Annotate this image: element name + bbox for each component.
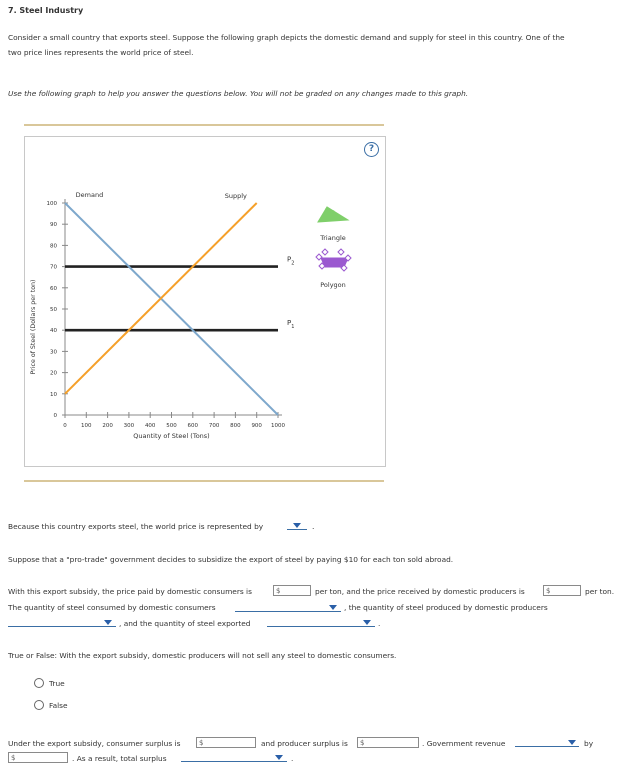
government-revenue-dropdown[interactable] bbox=[515, 737, 579, 747]
dropdown-caret-icon bbox=[363, 620, 371, 625]
y-tick-label: 30 bbox=[50, 349, 57, 356]
consumer-surplus-input[interactable] bbox=[196, 737, 256, 748]
currency-symbol: $ bbox=[276, 587, 281, 595]
dropdown-caret-icon bbox=[275, 755, 283, 760]
polygon-tool-label: Polygon bbox=[320, 281, 346, 289]
q3-text-5: , the quantity of steel produced by domestic producers bbox=[344, 603, 548, 612]
y-tick-label: 20 bbox=[50, 370, 57, 377]
q3-text-6: , and the quantity of steel exported bbox=[119, 619, 251, 628]
y-tick-label: 100 bbox=[46, 201, 57, 207]
y-tick-label: 50 bbox=[50, 307, 57, 313]
supply-label: Supply bbox=[224, 192, 247, 200]
x-tick-label: 800 bbox=[230, 423, 241, 429]
triangle-tool-icon bbox=[318, 207, 348, 222]
price-line-label-1: $P_1$ bbox=[287, 319, 295, 331]
y-tick-label: 60 bbox=[50, 285, 57, 292]
dropdown-caret-icon bbox=[329, 605, 337, 610]
polygon-vertex-icon bbox=[322, 249, 328, 255]
dropdown-caret-icon bbox=[104, 620, 112, 625]
q3-text-1: With this export subsidy, the price paid by domestic consumers is bbox=[8, 587, 252, 596]
y-axis-label: Price of Steel (Dollars per ton) bbox=[30, 279, 37, 375]
quantity-exported-dropdown[interactable] bbox=[267, 617, 375, 627]
x-tick-label: 400 bbox=[144, 423, 156, 429]
quantity-consumed-dropdown[interactable] bbox=[235, 602, 341, 612]
q1-row bbox=[8, 522, 263, 531]
radio-true[interactable] bbox=[34, 678, 44, 688]
true-false-question: True or False: With the export subsidy, domestic producers will not sell any steel to domestic consumers. bbox=[8, 651, 397, 660]
q5-text-6: . bbox=[291, 754, 294, 763]
help-icon[interactable]: ? bbox=[364, 142, 379, 157]
dropdown-caret-icon bbox=[568, 740, 576, 745]
y-tick-label: 40 bbox=[50, 328, 57, 335]
price-line-label-2: $P_2$ bbox=[287, 255, 295, 267]
divider-bottom bbox=[24, 480, 384, 482]
x-tick-label: 500 bbox=[166, 423, 177, 429]
intro-line-2: two price lines represents the world price of steel. bbox=[8, 48, 194, 57]
y-tick-label: 70 bbox=[50, 264, 57, 271]
quantity-produced-dropdown[interactable] bbox=[8, 617, 116, 627]
x-axis-label: Quantity of Steel (Tons) bbox=[133, 432, 210, 440]
y-tick-label: 90 bbox=[50, 222, 57, 229]
triangle-tool-bar bbox=[325, 210, 334, 212]
divider-top bbox=[24, 124, 384, 126]
demand-label: Demand bbox=[75, 191, 104, 199]
q1-text: Because this country exports steel, the world price is represented by bbox=[8, 522, 264, 531]
x-tick-label: 1000 bbox=[271, 423, 285, 429]
currency-symbol: $ bbox=[546, 587, 551, 595]
dropdown-caret-icon bbox=[293, 523, 301, 528]
x-tick-label: 100 bbox=[81, 423, 92, 429]
option-false-label: False bbox=[49, 701, 68, 710]
x-tick-label: 0 bbox=[63, 423, 67, 429]
y-tick-label: 80 bbox=[50, 243, 57, 250]
y-tick-label: 10 bbox=[50, 391, 57, 398]
subsidy-scenario: Suppose that a "pro-trade" government decides to subsidize the export of steel by paying $10 for each ton sold abroad. bbox=[8, 555, 454, 564]
q3-text-2: per ton, and the price received by domestic producers is bbox=[315, 587, 525, 596]
question-title: 7. Steel Industry bbox=[8, 6, 84, 15]
x-tick-label: 700 bbox=[208, 423, 220, 429]
x-tick-label: 900 bbox=[251, 423, 262, 429]
q3-text-4: The quantity of steel consumed by domestic consumers bbox=[8, 603, 216, 612]
q5-text-1: Under the export subsidy, consumer surplus is bbox=[8, 739, 181, 748]
instruction-text: Use the following graph to help you answer the questions below. You will not be graded on any changes made to this graph. bbox=[8, 89, 469, 98]
total-surplus-dropdown[interactable] bbox=[181, 752, 287, 762]
consumer-price-input[interactable] bbox=[273, 585, 311, 596]
currency-symbol: $ bbox=[360, 739, 365, 747]
x-tick-label: 600 bbox=[187, 423, 199, 429]
q5-text-4: by bbox=[584, 739, 594, 748]
demand-curve bbox=[65, 203, 278, 415]
radio-false[interactable] bbox=[34, 700, 44, 710]
intro-line-1: Consider a small country that exports steel. Suppose the following graph depicts the domestic demand and supply for steel in this country. One of the bbox=[8, 33, 565, 42]
intro-paragraph bbox=[8, 30, 612, 60]
q5-text-5: . As a result, total surplus bbox=[72, 754, 167, 763]
x-tick-label: 300 bbox=[123, 423, 135, 429]
government-revenue-input[interactable] bbox=[8, 752, 68, 763]
option-true-label: True bbox=[49, 679, 65, 688]
q3-text-3: per ton. bbox=[585, 587, 615, 596]
currency-symbol: $ bbox=[199, 739, 204, 747]
supply-demand-chart[interactable] bbox=[25, 137, 385, 466]
producer-surplus-input[interactable] bbox=[357, 737, 419, 748]
x-tick-label: 200 bbox=[102, 423, 113, 429]
world-price-dropdown[interactable] bbox=[287, 520, 307, 530]
q3-text-7: . bbox=[378, 619, 381, 628]
triangle-tool-label: Triangle bbox=[320, 234, 346, 242]
currency-symbol: $ bbox=[11, 754, 16, 762]
q5-text-3: . Government revenue bbox=[422, 739, 506, 748]
graph-panel[interactable] bbox=[24, 136, 386, 467]
y-tick-label: 0 bbox=[53, 413, 57, 419]
polygon-vertex-icon bbox=[338, 249, 344, 255]
producer-price-input[interactable] bbox=[543, 585, 581, 596]
q1-period: . bbox=[312, 522, 315, 531]
q5-text-2: and producer surplus is bbox=[261, 739, 348, 748]
